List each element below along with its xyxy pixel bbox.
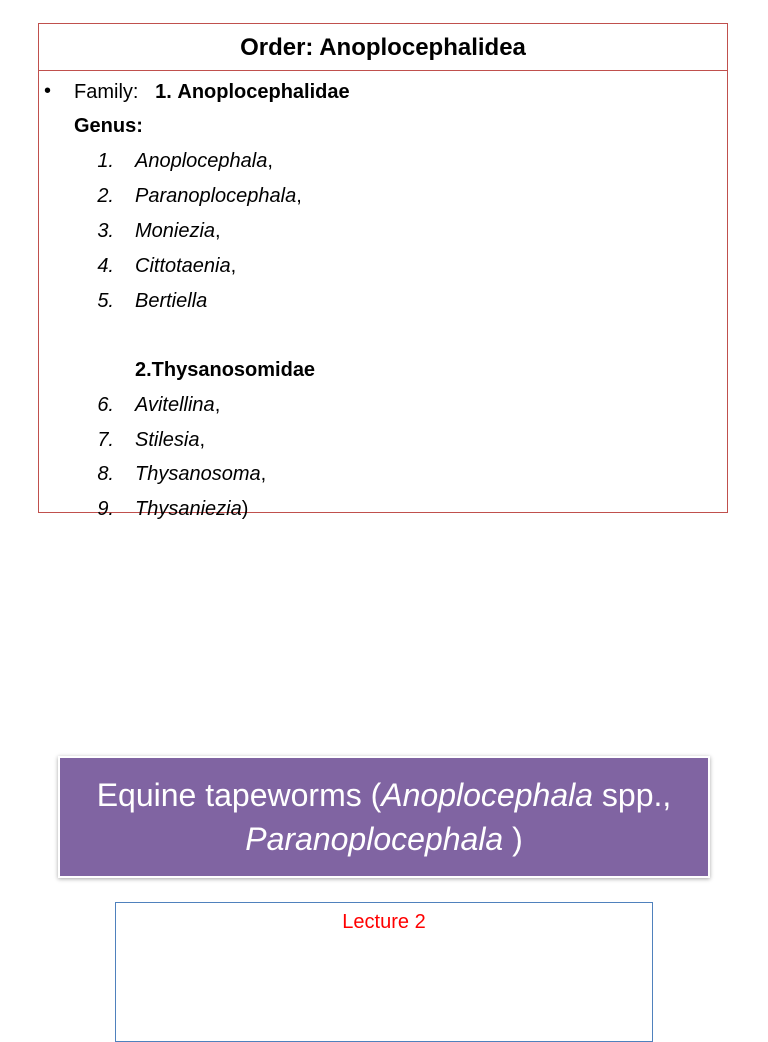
list-item: Thysanosoma, [135, 463, 267, 485]
list-item: Anoplocephala, [135, 150, 273, 172]
family-number: 1. [155, 81, 172, 103]
list-item: Paranoplocephala, [135, 185, 302, 207]
list-item: Moniezia, [135, 220, 221, 242]
list-number: 6. [97, 394, 114, 416]
title-banner [58, 756, 710, 878]
family-name-2: 2.Thysanosomidae [135, 359, 316, 381]
banner-line-2: Paranoplocephala ) [245, 821, 523, 857]
list-number: 1. [97, 150, 114, 172]
family-prefix: Family: [74, 81, 139, 103]
list-item: Stilesia, [135, 429, 206, 451]
list-number: 7. [97, 429, 114, 451]
list-item: Cittotaenia, [135, 255, 237, 277]
list-item: Avitellina, [135, 394, 221, 416]
order-title: Order: Anoplocephalidea [39, 24, 727, 71]
list-number: 3. [97, 220, 114, 242]
genus-label: Genus: [74, 115, 143, 137]
list-number: 5. [97, 290, 114, 312]
list-number: 9. [97, 498, 114, 520]
family-line-1 [74, 80, 350, 104]
bullet-icon: • [44, 80, 52, 102]
family-name-1: Anoplocephalidae [177, 81, 350, 103]
lecture-box [115, 902, 653, 1042]
list-number: 4. [97, 255, 114, 277]
lecture-label: Lecture 2 [342, 911, 426, 933]
list-number: 2. [97, 185, 114, 207]
list-number: 8. [97, 463, 114, 485]
list-item: Thysaniezia) [135, 498, 249, 520]
banner-line-1: Equine tapeworms (Anoplocephala spp., [96, 777, 672, 813]
list-item: Bertiella [135, 290, 208, 312]
